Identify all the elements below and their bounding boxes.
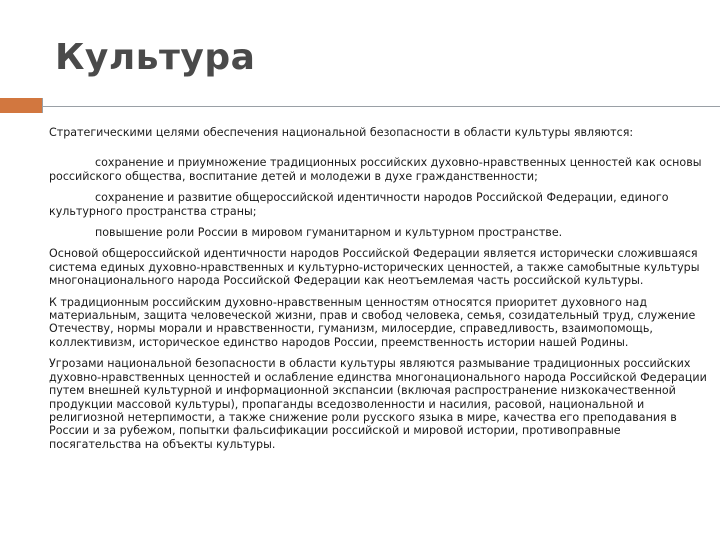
accent-block <box>0 98 42 113</box>
paragraph-intro: Стратегическими целями обеспечения национальной безопасности в области культуры являются: <box>49 126 634 139</box>
slide-title: Культура <box>55 37 256 78</box>
goal-item-3: повышение роли России в мировом гуманитарном и культурном пространстве. <box>95 226 563 240</box>
paragraph-threats: Угрозами национальной безопасности в области культуры являются размывание традиционных российских духовно-нравственных ценностей и ослабление единства многонационального народа Российской Федерации путем внешней культурной и информационной экспансии (включая распространение низкокачественной продукции массовой культуры), пропаганды вседозволенности и насилия, расовой, национальной и религиозной нетерпимости, а также снижение роли русского языка в мире, качества его преподавания в России и за рубежом, попытки фальсификации российской и мировой истории, противоправные посягательства на объекты культуры. <box>49 357 707 451</box>
divider-line <box>42 106 720 107</box>
paragraph-identity: Основой общероссийской идентичности народов Российской Федерации является исторически сложившаяся система единых духовно-нравственных и культурно-исторических ценностей, а также самобытные культуры многонационального народа Российской Федерации как неотъемлемая часть российской культуры. <box>49 247 700 288</box>
paragraph-values: К традиционным российским духовно-нравственным ценностям относятся приоритет духовного над материальным, защита человеческой жизни, прав и свобод человека, семья, созидательный труд, служение Отечеству, нормы морали и нравственности, гуманизм, милосердие, справедливость, взаимопомощь, коллективизм, историческое единство народов России, преемственность истории нашей Родины. <box>49 295 696 349</box>
goal-item-2: сохранение и развитие общероссийской идентичности народов Российской Федерации, единого культурного пространства страны; <box>49 191 669 218</box>
slide-body <box>49 126 713 459</box>
goal-item-1: сохранение и приумножение традиционных российских духовно-нравственных ценностей как основы российского общества, воспитание детей и молодежи в духе гражданственности; <box>49 156 702 183</box>
